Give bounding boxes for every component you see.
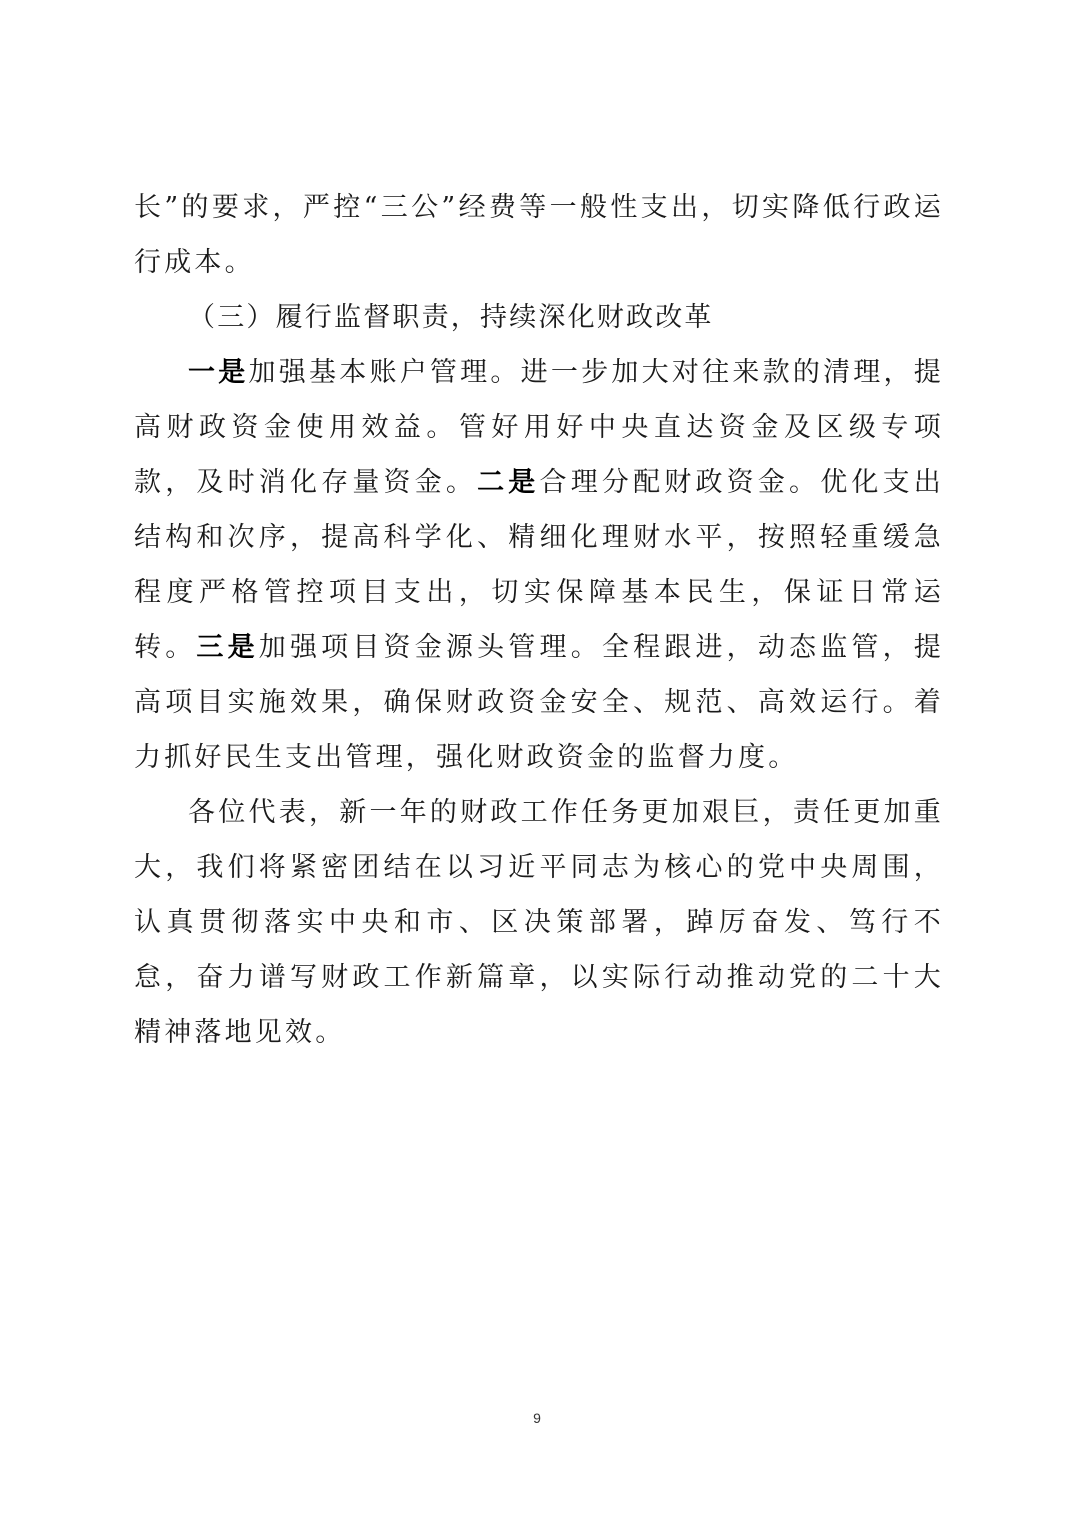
- page-number: 9: [533, 1410, 541, 1426]
- closing-paragraph: 各位代表，新一年的财政工作任务更加艰巨，责任更加重大，我们将紧密团结在以习近平同志为核心的党中央周围，认真贯彻落实中央和市、区决策部署，踔厉奋发、笃行不怠，奋力谱写财政工作新篇章，以实际行动推动党的二十大精神落地见效。: [134, 797, 944, 1048]
- lead-marker-third: 三是: [196, 632, 259, 663]
- reform-text-second: 合理分配财政资金。优化支出结构和次序，提高科学化、精细化理财水平，按照轻重缓急程度严格管控项目支出，切实保障基本民生，保证日常运转。: [134, 467, 944, 663]
- section-heading: （三）履行监督职责，持续深化财政改革: [188, 302, 714, 333]
- lead-marker-second: 二是: [477, 467, 540, 498]
- reform-text-first: 加强基本账户管理。进一步加大对往来款的清理，提高财政资金使用效益。管好用好中央直达资金及区级专项款，及时消化存量资金。: [134, 357, 944, 498]
- document-body: [134, 180, 944, 1060]
- reform-text-third: 加强项目资金源头管理。全程跟进，动态监管，提高项目实施效果，确保财政资金安全、规范、高效运行。着力抓好民生支出管理，强化财政资金的监督力度。: [134, 632, 944, 773]
- reform-paragraph: [134, 345, 944, 785]
- lead-marker-first: 一是: [188, 357, 249, 388]
- continuation-paragraph: 长”的要求，严控“三公”经费等一般性支出，切实降低行政运行成本。: [134, 192, 944, 278]
